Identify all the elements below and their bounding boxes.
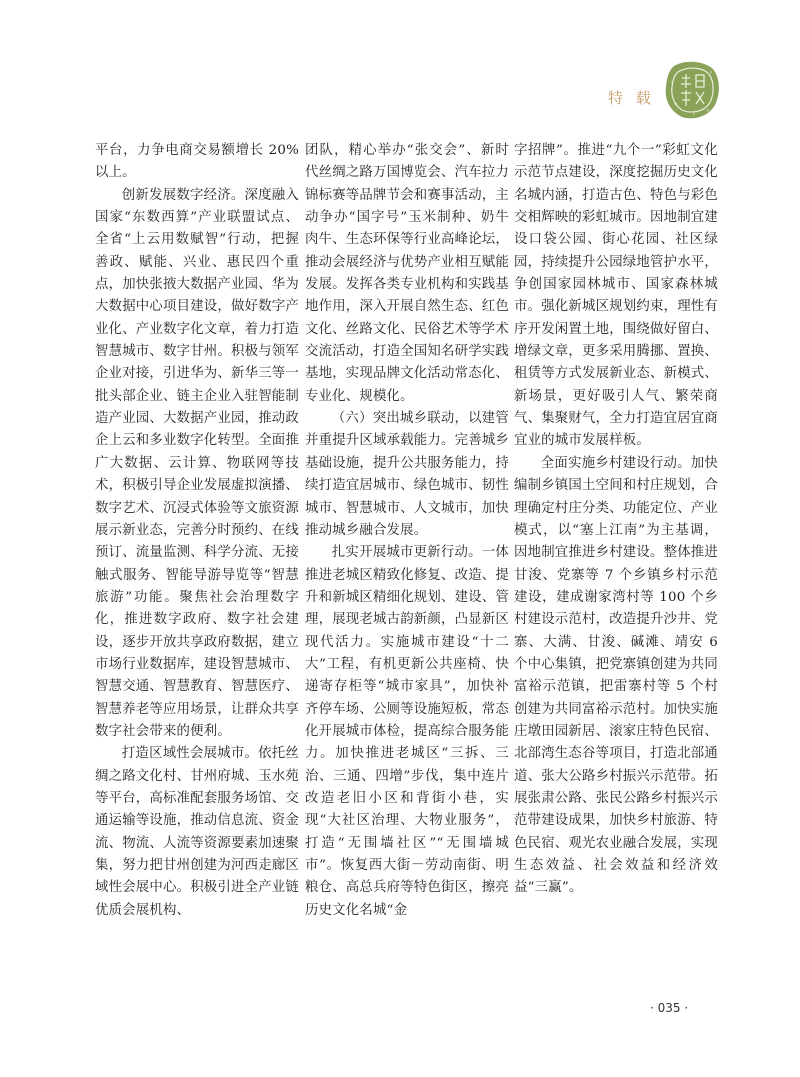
text-column-2 (305, 140, 509, 922)
paragraph: 全面实施乡村建设行动。加快编制乡镇国土空间和村庄规划，合理确定村庄分类、功能定位、产业模式，以“塞上江南”为主基调，因地制宜推进乡村建设。整体推进甘浚、党寨等 7 个乡镇乡村示范建设，建成谢家湾村等 100 个乡村建设示范村，改造提升沙井、党寨、大满、甘浚、碱滩、靖安 6 个中心集镇，把党寨镇创建为共同富裕示范镇，把雷寨村等 5 个村创建为共同富裕示范村。加快实施庄墩田园新居、滚家庄特色民宿、北部湾生态谷等项目，打造北部通道、张大公路乡村振兴示范带。拓展张肃公路、张民公路乡村振兴示范带建设成果，加快乡村旅游、特色民宿、观光农业融合发展，实现生态效益、社会效益和经济效益“三赢”。 (514, 455, 718, 896)
paragraph: 创新发展数字经济。深度融入国家“东数西算”产业联盟试点、全省“上云用数赋智”行动，把握善政、赋能、兴业、惠民四个重点，加快张掖大数据产业园、华为大数据中心项目建设，做好数字产业化、产业数字化文章，着力打造智慧城市、数字甘州。积极与领军企业对接，引进华为、新华三等一批头部企业、链主企业入驻智能制造产业园、大数据产业园，推动政企上云和多业数字化转型。全面推广大数据、云计算、物联网等技术，积极引导企业发展虚拟演播、数字艺术、沉浸式体验等文旅资源展示新业态，完善分时预约、在线预订、流量监测、科学分流、无接触式服务、智能导游导览等“智慧旅游”功能。聚焦社会治理数字化，推进数字政府、数字社会建设，逐步开放共享政府数据，建立市场行业数据库，建设智慧城市、智慧交通、智慧教育、智慧医疗、智慧养老等应用场景，让群众共享数字社会带来的便利。 (95, 187, 299, 739)
paragraph: 打造区域性会展城市。依托丝绸之路文化村、甘州府城、玉水苑等平台，高标准配套服务场馆、交通运输等设施，推动信息流、资金流、物流、人流等资源要素加速聚集，努力把甘州创建为河西走廊区域性会展中心。积极引进全产业链优质会展机构、 (95, 746, 299, 918)
seal-stamp-icon (664, 60, 720, 120)
section-label: 特 载 (608, 89, 655, 107)
paragraph: 字招牌”。推进“九个一”彩虹文化示范节点建设，深度挖掘历史文化名城内涵，打造古色、特色与彩色交相辉映的彩虹城市。因地制宜建设口袋公园、街心花园、社区绿园，持续提升公园绿地管护水平，争创国家园林城市、国家森林城市。强化新城区规划约束，理性有序开发闲置土地，围绕做好留白、增绿文章，更多采用腾挪、置换、租赁等方式发展新业态、新模式、新场景，更好吸引人气、繁荣商气、集聚财气，全力打造宜居宜商宜业的城市发展样板。 (514, 143, 718, 449)
paragraph: 团队，精心举办“张交会”、新时代丝绸之路万国博览会、汽车拉力锦标赛等品牌节会和赛事活动，主动争办“国字号”玉米制种、奶牛肉牛、生态环保等行业高峰论坛，推动会展经济与优势产业相互赋能发展。发挥各类专业机构和实践基地作用，深入开展自然生态、红色文化、丝路文化、民俗艺术等学术交流活动，打造全国知名研学实践基地，实现品牌文化活动常态化、专业化、规模化。 (305, 143, 509, 404)
page-number: · 035 · (650, 1001, 689, 1015)
paragraph: 扎实开展城市更新行动。一体推进老城区精致化修复、改造、提升和新城区精细化规划、建设、管理，展现老城古韵新颜，凸显新区现代活力。实施城市建设“十二大”工程，有机更新公共座椅、快递寄存柜等“城市家具”，加快补齐停车场、公厕等设施短板，常态化开展城市体检，提高综合服务能力。加快推进老城区“三拆、三治、三通、四增”步伐，集中连片改造老旧小区和背街小巷，实现“大社区治理、大物业服务”，打造“无围墙社区”“无围墙城市”。恢复西大街－劳动南街、明粮仓、高总兵府等特色街区，擦亮历史文化名城“金 (305, 545, 509, 918)
paragraph: （六）突出城乡联动，以建管并重提升区域承载能力。完善城乡基础设施，提升公共服务能力，持续打造宜居城市、绿色城市、韧性城市、智慧城市、人文城市，加快推动城乡融合发展。 (305, 411, 509, 538)
text-column-1 (95, 140, 299, 922)
text-column-3 (514, 140, 718, 900)
paragraph: 平台，力争电商交易额增长 20%以上。 (95, 143, 299, 181)
